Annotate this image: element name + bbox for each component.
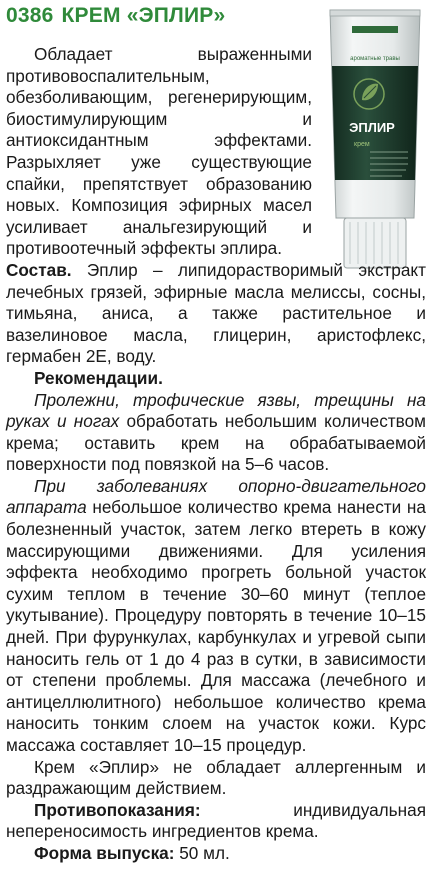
recommendations-heading: Рекомендации. — [34, 367, 163, 388]
release-form-paragraph — [6, 843, 426, 865]
product-code: 0386 — [6, 4, 54, 27]
composition-paragraph — [6, 260, 426, 368]
recommendations-paragraph-3: Крем «Эплир» не обладает аллергенным и раздражающим действием. — [6, 756, 426, 799]
tube-sub-text: крем — [354, 141, 370, 148]
recommendations-p2-italic: При заболеваниях опорно-двигательного аппарата — [6, 475, 426, 518]
recommendations-p1-italic: Пролежни, трофические язвы, трещины на руках и ногах — [6, 389, 426, 432]
article-body — [6, 44, 426, 865]
intro-paragraph: Обладает выраженными противовоспалительным, обезболивающим, регенерирующим, биостимулирующим и антиоксидантным эффектами. Разрыхляет уже существующие спайки, препятствует образованию новых. Композиция эфирных масел усиливает анальгезирующий и противоотечный эффекты эплира. — [6, 44, 312, 259]
tube-brand-text: ЭПЛИР — [349, 120, 395, 135]
contraindications-paragraph — [6, 800, 426, 843]
contraindications-label: Противопоказания: — [34, 799, 201, 820]
recommendations-paragraph-2 — [6, 476, 426, 757]
page-title — [6, 4, 225, 28]
recommendations-paragraph-1 — [6, 390, 426, 476]
composition-text: Эплир – липидорастворимый экстракт лечебных грязей, эфирные масла мелиссы, сосны, тимьяна, аниса, а также растительное и вазелиновое масла, глицерин, аристофлекс, гермабен 2Е, воду. — [6, 259, 426, 367]
release-form-label: Форма выпуска: — [34, 842, 175, 863]
recommendations-p2-text: небольшое количество крема нанести на болезненный участок, затем легко втереть в кожу массирующими движениями. Для усиления эффекта необходимо прогреть больной участок сухим теплом в течение 30–60 минут (теплое укутывание). Процедуру повторять в течение 10–15 дней. При фурункулах, карбункулах и угревой сыпи наносить гель от 1 до 4 раз в сутки, в зависимости от степени проблемы. Для массажа (лечебного и антицеллюлитного) небольшое количество крема наносить тонким слоем на участок кожи. Курс массажа составляет 10–15 процедур. — [6, 497, 426, 755]
contraindications-text: индивидуальная непереносимость ингредиентов крема. — [6, 799, 426, 842]
release-form-text: 50 мл. — [174, 842, 230, 863]
recommendations-p1-text: обработать небольшим количеством крема; оставить крем на обрабатываемой поверхности под повязкой на 5–6 часов. — [6, 411, 426, 475]
composition-label: Состав. — [6, 259, 72, 280]
product-name: КРЕМ «ЭПЛИР» — [61, 4, 226, 27]
tube-top-text: ароматные травы — [350, 56, 400, 62]
